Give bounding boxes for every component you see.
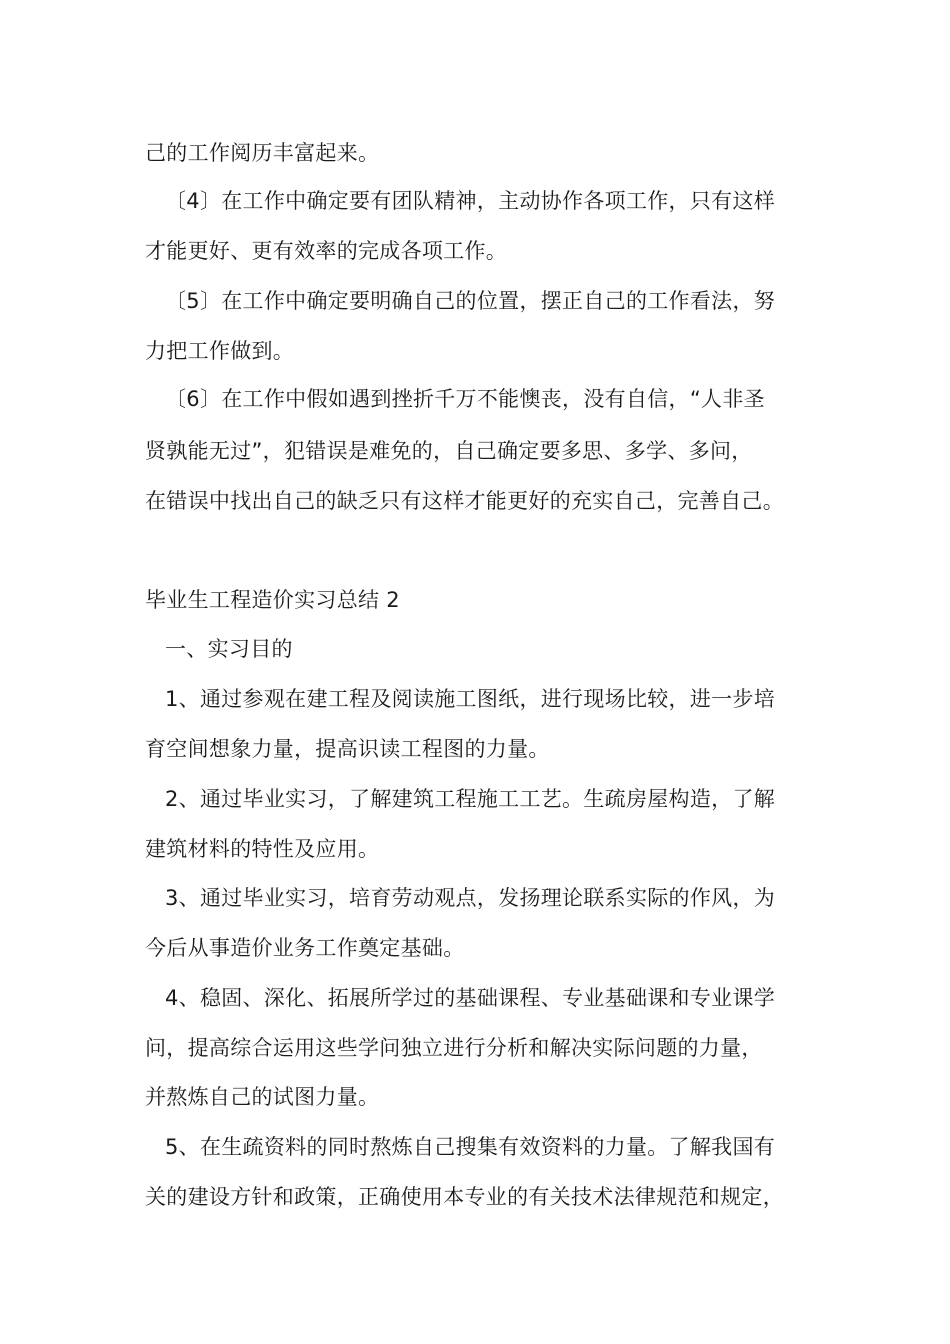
paragraph-line: 育空间想象力量，提高识读工程图的力量。 xyxy=(145,737,550,761)
paragraph-line: 才能更好、更有效率的完成各项工作。 xyxy=(145,239,508,263)
paragraph-line: 1、通过参观在建工程及阅读施工图纸，进行现场比较，进一步培 xyxy=(165,687,776,711)
paragraph-line: 力把工作做到。 xyxy=(145,339,295,363)
paragraph-line: 4、稳固、深化、拓展所学过的基础课程、专业基础课和专业课学 xyxy=(165,986,776,1010)
paragraph-line: 〔6〕在工作中假如遇到挫折千万不能懊丧，没有自信，“人非圣 xyxy=(165,387,765,411)
paragraph-line: 〔4〕在工作中确定要有团队精神，主动协作各项工作，只有这样 xyxy=(165,189,776,213)
paragraph-line: 建筑材料的特性及应用。 xyxy=(145,837,380,861)
paragraph-line: 5、在生疏资料的同时熬炼自己搜集有效资料的力量。了解我国有 xyxy=(165,1135,776,1159)
paragraph-line: 3、通过毕业实习，培育劳动观点，发扬理论联系实际的作风，为 xyxy=(165,886,776,910)
paragraph-line: 在错误中找出自己的缺乏只有这样才能更好的充实自己，完善自己。 xyxy=(145,489,784,513)
paragraph-line: 贤孰能无过”，犯错误是难免的，自己确定要多思、多学、多问， xyxy=(145,439,753,463)
paragraph-line: 今后从事造价业务工作奠定基础。 xyxy=(145,936,465,960)
section-title: 毕业生工程造价实习总结 2 xyxy=(145,588,400,612)
paragraph-line: 〔5〕在工作中确定要明确自己的位置，摆正自己的工作看法，努 xyxy=(165,289,776,313)
paragraph-line: 己的工作阅历丰富起来。 xyxy=(145,141,380,165)
paragraph-line: 问，提高综合运用这些学问独立进行分析和解决实际问题的力量， xyxy=(145,1036,763,1060)
paragraph-line: 并熬炼自己的试图力量。 xyxy=(145,1085,380,1109)
paragraph-line: 2、通过毕业实习，了解建筑工程施工工艺。生疏房屋构造，了解 xyxy=(165,787,776,811)
section-heading: 一、实习目的 xyxy=(165,637,293,661)
paragraph-line: 关的建设方针和政策，正确使用本专业的有关技术法律规范和规定， xyxy=(145,1185,784,1209)
